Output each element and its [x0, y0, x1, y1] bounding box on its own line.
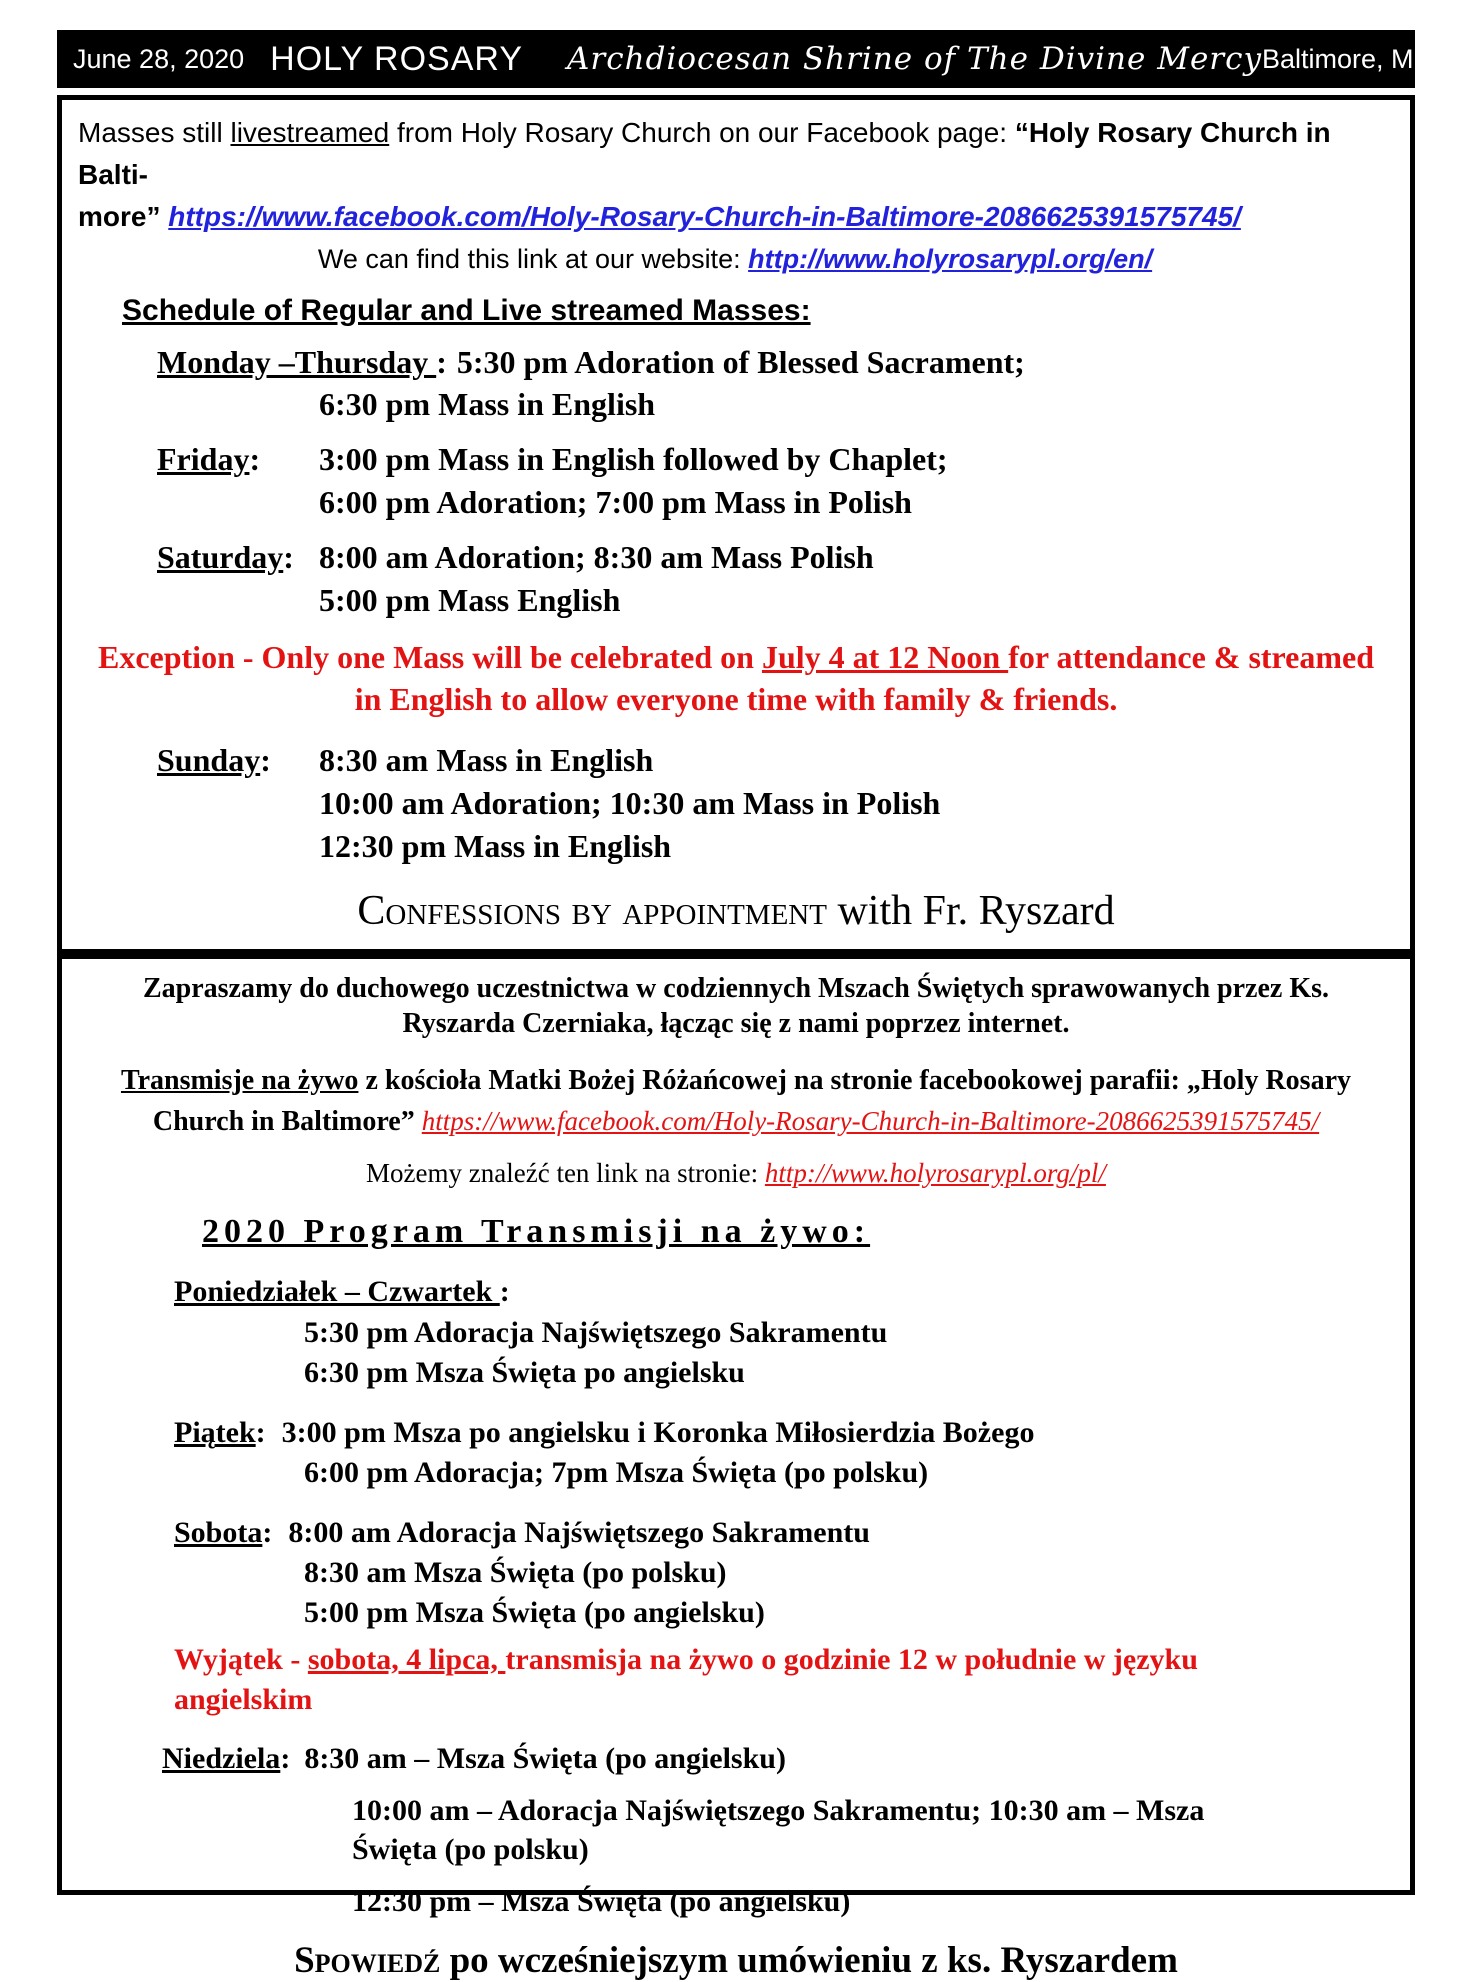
schedule-row-niedziela: [62, 1740, 1410, 1778]
english-schedule: [62, 342, 1410, 868]
exception-note: [62, 637, 1410, 720]
transmisje-paragraph: [62, 1061, 1410, 1142]
transmisje-line2-text: Church in Baltimore”: [152, 1105, 422, 1137]
polish-schedule: [62, 1273, 1410, 1921]
polish-intro-line2: Ryszarda Czerniaka, łącząc się z nami poprzez internet.: [402, 1008, 1070, 1040]
website-link-polish[interactable]: http://www.holyrosarypl.org/pl/: [764, 1158, 1106, 1189]
day-label-colon: :: [255, 1415, 266, 1449]
day-label-text: Poniedziałek – Czwartek: [174, 1275, 500, 1309]
bulletin-body: [57, 95, 1415, 1982]
polish-intro-paragraph: [62, 971, 1410, 1041]
mass-time-text: 3:00 pm Msza po angielsku i Koronka Miłosierdzia Bożego: [281, 1415, 1035, 1449]
section-divider: [62, 949, 1410, 959]
exception-text: Exception - Only one Mass will be celebrated on: [97, 639, 762, 676]
mass-time-text: 8:00 am Adoration; 8:30 am Mass Polish: [319, 539, 874, 576]
day-label-text: Piątek: [174, 1415, 256, 1449]
day-label-monday-thursday: [157, 342, 447, 383]
mass-time-text: 8:30 am Mass in English: [319, 742, 654, 779]
mass-time-text: 5:30 pm Adoration of Blessed Sacrament;: [456, 343, 1025, 380]
day-label-sunday: [157, 740, 309, 781]
wyjatek-text-post: transmisja na żywo o godzinie 12 w południe w języku angielskim: [174, 1643, 1198, 1717]
schedule-row-piatek: [62, 1414, 1410, 1452]
polish-intro-line1: Zapraszamy do duchowego uczestnictwa w codziennych Mszach Świętych sprawowanych przez Ks.: [142, 973, 1330, 1005]
mozemy-text: Możemy znaleźć ten link na stronie:: [366, 1158, 765, 1189]
facebook-page-name-wrap: more”: [78, 201, 161, 232]
shrine-title: Archdiocesan Shrine of The Divine Mercy: [567, 41, 1262, 77]
mass-time-text: 8:30 am – Msza Święta (po angielsku): [304, 1741, 786, 1775]
parish-name: HOLY ROSARY: [270, 39, 524, 78]
exception-date-underlined: July 4 at 12 Noon: [761, 639, 1009, 676]
schedule-row-poniedzialek: [62, 1273, 1410, 1311]
day-label-colon: :: [249, 441, 261, 478]
schedule-row-friday: [62, 439, 1410, 480]
website-line: [78, 239, 1392, 280]
mass-time-text: 8:00 am Adoracja Najświętszego Sakramentu: [288, 1515, 870, 1549]
day-label-colon: :: [260, 742, 271, 779]
livestream-intro-paragraph: [62, 100, 1410, 280]
spowiedz-line: [62, 1939, 1410, 1982]
wyjatek-date-underlined: sobota, 4 lipca,: [307, 1643, 506, 1677]
exception-text-post: for attendance & streamed in English to allow everyone time with family & friends.: [354, 639, 1375, 717]
day-label-friday: [157, 439, 309, 480]
spowiedz-smallcaps: Spowiedź: [294, 1940, 441, 1982]
mass-time-text: Święta (po polsku): [352, 1833, 589, 1867]
mass-time-text: 3:00 pm Mass in English followed by Chaplet;: [319, 441, 948, 478]
parish-location: Baltimore, MD: [1261, 43, 1434, 74]
mass-time-text: 12:30 pm Mass in English: [319, 828, 672, 865]
mass-time-text: 6:30 pm Mass in English: [319, 386, 656, 423]
website-line-text: We can find this link at our website:: [317, 244, 749, 274]
day-label-saturday: [157, 537, 309, 578]
mozemy-line: [62, 1158, 1410, 1189]
day-label-colon: :: [499, 1275, 510, 1309]
transmisje-text: z kościoła Matki Bożej Różańcowej na stronie facebookowej parafii: „Holy Rosary: [358, 1065, 1352, 1097]
mass-time-text: 10:00 am – Adoracja Najświętszego Sakramentu; 10:30 am – Msza: [352, 1794, 1205, 1828]
mass-time-text: 6:00 pm Adoration; 7:00 pm Mass in Polish: [319, 484, 912, 521]
confessions-rest: with Fr. Ryszard: [826, 888, 1115, 935]
day-label-colon: :: [262, 1515, 273, 1549]
confessions-smallcaps: Confessions by appointment: [357, 888, 827, 935]
mass-time-text: 5:00 pm Mass English: [319, 582, 621, 619]
day-label-text: Sobota: [174, 1515, 263, 1549]
day-label-text: Niedziela: [162, 1741, 281, 1775]
schedule-row-saturday: [62, 537, 1410, 578]
facebook-page-name: “Holy Rosary Church in Balti-: [78, 117, 1331, 190]
day-label-colon: :: [436, 343, 447, 380]
mass-time-text: 5:30 pm Adoracja Najświętszego Sakramentu: [304, 1315, 888, 1349]
day-label-colon: :: [283, 539, 294, 576]
schedule-heading: Schedule of Regular and Live streamed Masses:: [122, 293, 811, 327]
bulletin-date: June 28, 2020: [73, 43, 245, 74]
mass-time-text: 12:30 pm – Msza Święta (po angielsku): [352, 1885, 851, 1919]
day-label-text: Sunday: [157, 742, 261, 779]
facebook-link-polish[interactable]: https://www.facebook.com/Holy-Rosary-Church-in-Baltimore-2086625391575745/: [421, 1105, 1320, 1136]
day-label-text: Saturday: [157, 539, 284, 576]
mass-time-text: 5:00 pm Msza Święta (po angielsku): [304, 1596, 765, 1630]
intro-text-mid: from Holy Rosary Church on our Facebook page:: [389, 117, 1015, 148]
day-label-colon: :: [280, 1741, 291, 1775]
header-bar: [57, 30, 1434, 88]
mass-time-text: 8:30 am Msza Święta (po polsku): [304, 1556, 727, 1590]
schedule-row-sunday: [62, 740, 1410, 781]
day-label-text: Monday –Thursday: [157, 343, 437, 380]
schedule-row-monday-thursday: [62, 342, 1410, 383]
polish-section: [62, 971, 1410, 1982]
mass-time-text: 6:30 pm Msza Święta po angielsku: [304, 1355, 745, 1389]
livestreamed-underlined: livestreamed: [230, 117, 390, 148]
facebook-link[interactable]: https://www.facebook.com/Holy-Rosary-Church-in-Baltimore-2086625391575745/: [168, 201, 1241, 232]
spowiedz-rest: po wcześniejszym umówieniu z ks. Ryszardem: [440, 1940, 1178, 1982]
wyjatek-text: Wyjątek -: [174, 1643, 308, 1677]
transmisje-underlined: Transmisje na żywo: [120, 1065, 359, 1097]
mass-time-text: 10:00 am Adoration; 10:30 am Mass in Polish: [319, 785, 941, 822]
intro-text: Masses still: [78, 117, 231, 148]
english-section: [62, 100, 1410, 935]
wyjatek-note: [62, 1640, 1410, 1720]
program-heading: 2020 Program Transmisji na żywo:: [202, 1213, 871, 1251]
website-link[interactable]: http://www.holyrosarypl.org/en/: [748, 244, 1153, 274]
confessions-line: [62, 887, 1410, 935]
day-label-text: Friday: [157, 441, 250, 478]
schedule-row-sobota: [62, 1514, 1410, 1552]
mass-time-text: 6:00 pm Adoracja; 7pm Msza Święta (po polsku): [304, 1455, 929, 1489]
